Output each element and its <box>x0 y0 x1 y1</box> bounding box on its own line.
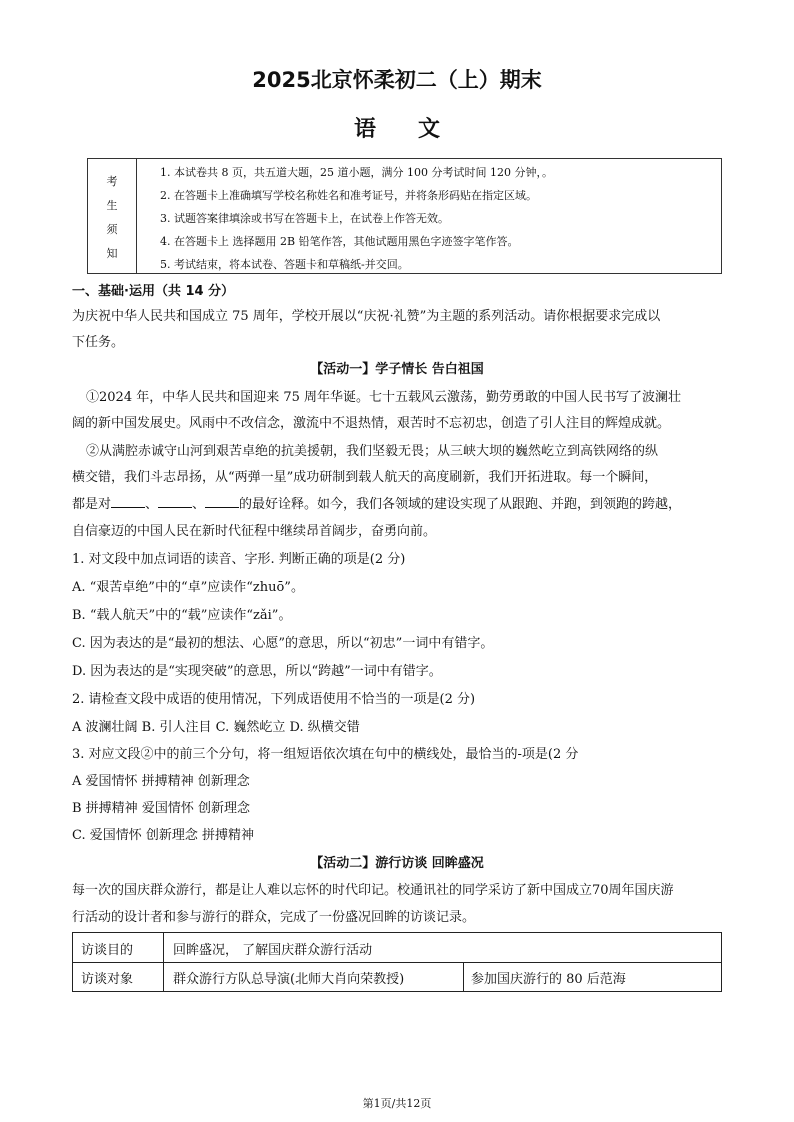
table-label: 访谈目的 <box>81 943 134 958</box>
question-3-option-a: A 爱国情怀 拼搏精神 创新理念 <box>72 774 250 789</box>
notice-item: 5. 考试结束，将本试卷、答题卡和草稿纸-并交回。 <box>160 258 409 271</box>
notice-label-char: 知 <box>106 247 118 260</box>
fill-blank <box>205 497 239 508</box>
table-divider <box>73 962 721 963</box>
notice-label-char: 考 <box>106 175 118 188</box>
notice-item: 2. 在答题卡上准确填写学校名称姓名和准考证号，并将条形码贴在指定区域。 <box>160 189 537 202</box>
question-1-option-a: A. “艰苦卓绝”中的“卓”应读作“zhuō”。 <box>72 580 304 595</box>
table-cell: 群众游行方队总导演(北师大肖向荣教授) <box>173 972 405 987</box>
intro-text: 为庆祝中华人民共和国成立 75 周年，学校开展以“庆祝·礼赞”为主题的系列活动。请你根据要求完成以 <box>72 309 661 324</box>
activity-one-title: 【活动一】学子情长 告白祖国 <box>310 362 484 377</box>
fill-blank <box>111 497 145 508</box>
notice-label-char: 生 <box>106 199 118 212</box>
interview-table <box>72 932 722 992</box>
exam-notice-box <box>87 158 722 274</box>
question-3-option-b: B 拼搏精神 爱国情怀 创新理念 <box>72 801 250 816</box>
passage-line-with-blanks <box>72 493 681 512</box>
notice-item: 3. 试题答案律填涂或书写在答题卡上，在试卷上作答无效。 <box>160 212 449 225</box>
notice-item: 4. 在答题卡上 选择题用 2B 铅笔作答，其他试题用黑色字迹签字笔作答。 <box>160 235 519 248</box>
question-1-option-b: B. “载人航天”中的“载”应读作“zǎi”。 <box>72 608 292 623</box>
table-divider <box>163 933 164 991</box>
passage-line: ①2024 年，中华人民共和国迎来 75 周年华诞。七十五载风云激荡，勤劳勇敢的中国人民书写了波澜壮 <box>86 390 682 405</box>
question-2: 2. 请检查文段中成语的使用情况，下列成语使用不恰当的一项是(2 分) <box>72 692 476 707</box>
notice-item: 1. 本试卷共 8 页，共五道大题，25 道小题，满分 100 分考试时间 120 分钟，。 <box>160 166 553 179</box>
passage-text: 的最好诠释。如今，我们各领域的建设实现了从跟跑、并跑，到领跑的跨越， <box>239 497 682 512</box>
activity-two-text: 每一次的国庆群众游行，都是让人难以忘怀的时代印记。校通讯社的同学采访了新中国成立70周年国庆游 <box>72 883 674 898</box>
question-1-option-d: D. 因为表达的是“实现突破”的意思，所以“跨越”一词中有错字。 <box>72 664 442 679</box>
question-1-option-c: C. 因为表达的是“最初的想法、心愿”的意思，所以“初忠”一词中有错字。 <box>72 636 494 651</box>
page-title: 2025北京怀柔初二（上）期末 <box>252 68 542 92</box>
question-1: 1. 对文段中加点词语的读音、字形. 判断正确的项是(2 分) <box>72 552 406 567</box>
table-cell: 回眸盛况， 了解国庆群众游行活动 <box>173 943 373 958</box>
table-label: 访谈对象 <box>81 972 134 987</box>
passage-line: 自信豪迈的中国人民在新时代征程中继续昂首阔步，奋勇向前。 <box>72 524 437 539</box>
passage-text: 都是对 <box>72 497 112 512</box>
separator: 、 <box>145 497 159 512</box>
subject-title: 语文 <box>353 116 482 142</box>
notice-label-column <box>88 159 137 273</box>
question-3: 3. 对应文段②中的前三个分句，将一组短语依次填在句中的横线处，最恰当的-项是(2 分 <box>72 747 579 762</box>
intro-text: 下任务。 <box>72 335 125 350</box>
activity-two-title: 【活动二】游行访谈 回眸盛况 <box>310 856 484 871</box>
fill-blank <box>158 497 192 508</box>
passage-line: 阔的新中国发展史。风雨中不改信念，激流中不退热情，艰苦时不忘初忠，创造了引人注目的辉煌成就。 <box>72 416 671 431</box>
page-number: 第1页/共12页 <box>362 1097 432 1110</box>
question-3-option-c: C. 爱国情怀 创新理念 拼搏精神 <box>72 828 255 843</box>
section-heading: 一、基础·运用（共 14 分） <box>72 284 235 299</box>
passage-line: 横交错，我们斗志昂扬，从“两弹一星”成功研制到载人航天的高度刷新，我们开拓进取。每一个瞬间， <box>72 470 658 485</box>
table-divider <box>463 962 464 991</box>
activity-two-text: 行活动的设计者和参与游行的群众，完成了一份盛况回眸的访谈记录。 <box>72 910 476 925</box>
notice-label-char: 须 <box>106 223 118 236</box>
question-2-options: A 波澜壮阔 B. 引人注目 C. 巍然屹立 D. 纵横交错 <box>72 720 360 735</box>
separator: 、 <box>192 497 206 512</box>
table-cell: 参加国庆游行的 80 后范海 <box>471 972 626 987</box>
passage-line: ②从满腔赤诚守山河到艰苦卓绝的抗美援朝，我们坚毅无畏；从三峡大坝的巍然屹立到高铁网络的纵 <box>86 444 659 459</box>
